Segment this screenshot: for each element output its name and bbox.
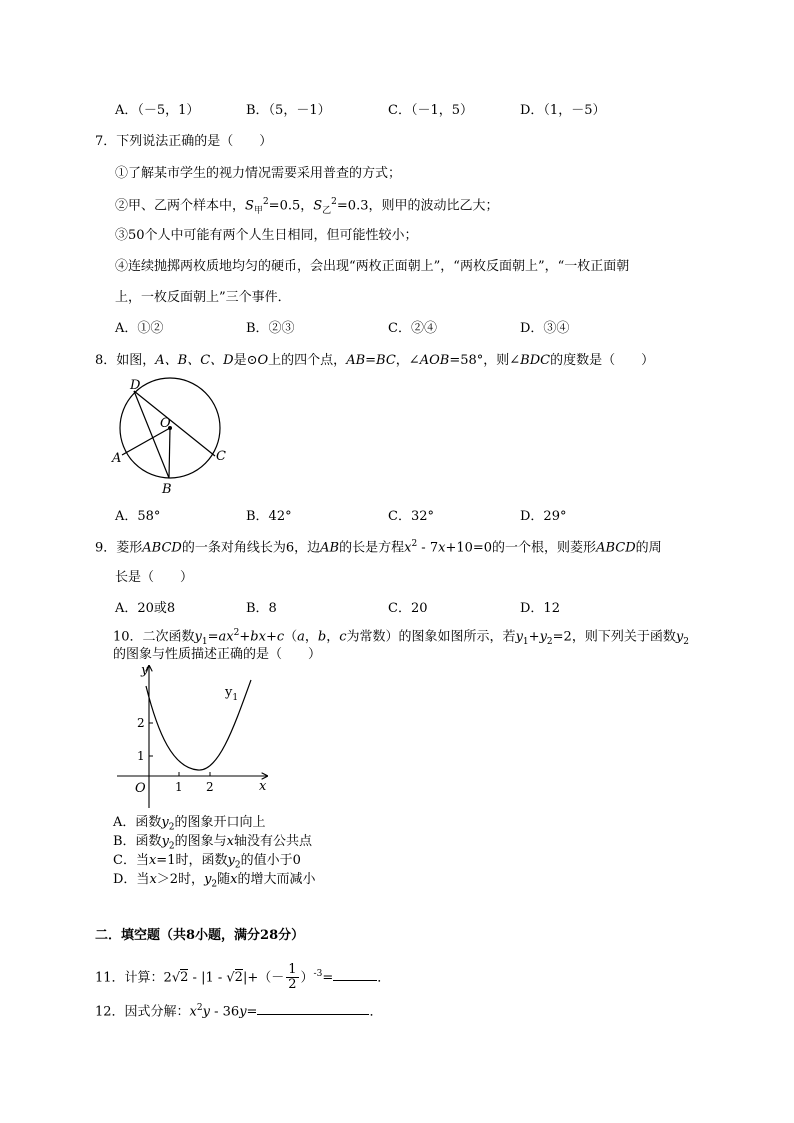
q7-option-c: C．②④ bbox=[388, 321, 437, 336]
y-tick-label-1: 1 bbox=[137, 749, 145, 763]
q8-option-b: B．42° bbox=[246, 509, 292, 524]
x-axis-label: x bbox=[259, 779, 267, 794]
q8-option-d: D．29° bbox=[520, 509, 567, 524]
label-d: D bbox=[130, 378, 141, 393]
q10-option-b: B．函数$y_2$的图象与x轴没有公共点 bbox=[113, 834, 313, 852]
q9-option-b: B．8 bbox=[246, 601, 277, 616]
curve-label: $y_1$ bbox=[225, 685, 239, 703]
q10-option-c: C．当x=1时，函数$y_2$的值小于0 bbox=[113, 853, 301, 871]
line-ao bbox=[122, 428, 170, 455]
q8-stem: 8．如图，A、B、C、D是⊙O上的四个点，AB=BC，∠AOB=58°，则∠BDC的度数是（ ） bbox=[95, 353, 655, 368]
q6-option-b: B．（5，－1） bbox=[246, 103, 331, 118]
q8-option-a: A．58° bbox=[115, 509, 161, 524]
sqrt-symbol: √ bbox=[171, 970, 181, 986]
label-b: B bbox=[162, 482, 172, 497]
q7-option-d: D．③④ bbox=[520, 321, 570, 336]
q12: 12．因式分解：$x^2y - 36y=$ ． bbox=[95, 1003, 383, 1020]
line-ob bbox=[169, 428, 170, 478]
q11-answer-blank[interactable] bbox=[333, 980, 377, 981]
line-dc bbox=[134, 391, 215, 456]
sqrt-symbol: √ bbox=[226, 970, 235, 986]
label-o: O bbox=[160, 416, 171, 431]
q7-option-b: B．②③ bbox=[246, 321, 295, 336]
q6-option-a: A．（－5，1） bbox=[115, 103, 200, 118]
line-db bbox=[134, 391, 169, 478]
q11: 11．计算：2√2 - |1 - √2|+（－ $\frac{1}{2}$ ）$^{-3}$= ． bbox=[95, 962, 391, 993]
q7-statement-1: ①了解某市学生的视力情况需要采用普查的方式； bbox=[115, 166, 402, 181]
origin-label: O bbox=[135, 781, 146, 796]
q8-circle-figure bbox=[105, 372, 235, 497]
label-a: A bbox=[112, 451, 122, 466]
q7-statement-4-line1: ④连续抛掷两枚质地均匀的硬币，会出现“两枚正面朝上”，“两枚反面朝上”，“一枚正面朝 bbox=[115, 259, 630, 274]
q9-option-c: C．20 bbox=[388, 601, 428, 616]
q7-stem: 7．下列说法正确的是（ ） bbox=[95, 134, 273, 149]
q10-line1: 10．二次函数$y_1=ax^2+bx+c(a$，b，c为常数）的图象如图所示，若$y_1+y_2=2$，则下列关于函数$y_2$ bbox=[113, 628, 689, 647]
x-tick-label-1: 1 bbox=[175, 780, 183, 794]
q10-option-d: D．当x＞2时，$y_2$随x的增大而减小 bbox=[113, 872, 316, 890]
q6-option-c: C．（－1，5） bbox=[388, 103, 473, 118]
q8-option-c: C．32° bbox=[388, 509, 434, 524]
q9-line1: 9．菱形ABCD的一条对角线长为6，边AB的长是方程$x^2 - 7x+10=0$的一个根，则菱形ABCD的周 bbox=[95, 539, 662, 556]
q7-option-a: A．①② bbox=[115, 321, 164, 336]
q9-line2: 长是（ ） bbox=[115, 570, 194, 585]
section-2-title: 二．填空题（共8小题，满分28分） bbox=[95, 928, 305, 943]
q10-option-a: A．函数$y_2$的图象开口向上 bbox=[113, 815, 266, 833]
label-c: C bbox=[216, 449, 226, 464]
q10-line2: 的图象与性质描述正确的是（ ） bbox=[113, 647, 322, 662]
q6-option-d: D．（1，－5） bbox=[520, 103, 606, 118]
q9-option-d: D．12 bbox=[520, 601, 560, 616]
y-axis-label: y bbox=[141, 663, 149, 678]
q7-statement-2: ②甲、乙两个样本中，$S_甲^2=0.5$，$S_乙^2=0.3$，则甲的波动比乙大； bbox=[115, 197, 499, 216]
y-tick-label-2: 2 bbox=[137, 716, 145, 730]
q12-answer-blank[interactable] bbox=[257, 1014, 369, 1015]
x-tick-label-2: 2 bbox=[206, 780, 214, 794]
q7-statement-3: ③50个人中可能有两个人生日相同，但可能性较小； bbox=[115, 228, 418, 243]
q9-option-a: A．20或8 bbox=[115, 601, 176, 616]
q10-parabola-graph bbox=[113, 660, 273, 810]
q7-statement-4-line2: 上，一枚反面朝上”三个事件． bbox=[115, 290, 291, 305]
fraction-one-half: $\frac{1}{2}$ bbox=[288, 962, 297, 993]
